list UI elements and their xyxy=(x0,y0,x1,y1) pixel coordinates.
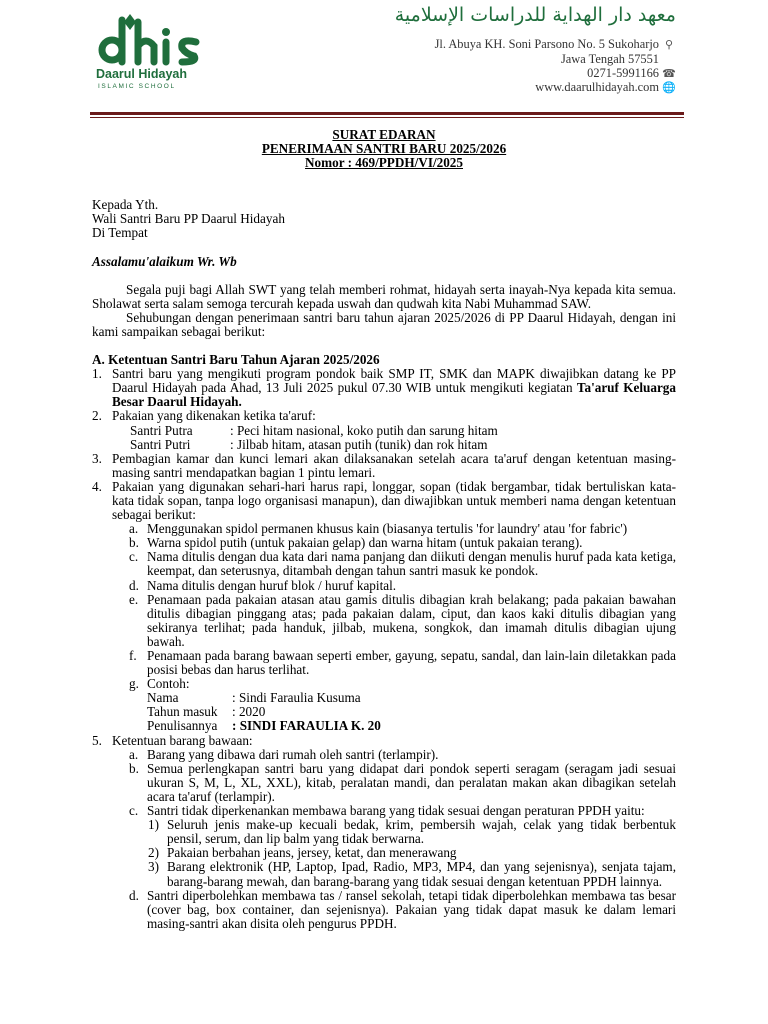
sub-sub-item-5c2: 2) Pakaian berbahan jeans, jersey, ketat, dan menerawang xyxy=(148,845,457,861)
school-logo xyxy=(96,12,206,100)
sub-item-4f: f. Penamaan pada barang bawaan seperti ember, gayung, sepatu, sandal, dan lain-lain diletakkan pada posisi bebas dan harus terlihat. xyxy=(129,648,676,678)
address-region: Jawa Tengah 57551 xyxy=(560,52,659,66)
sub-item-5d: d. Santri diperbolehkan membawa tas / ransel sekolah, tetapi tidak diperbolehkan membawa tas besar (cover bag, box container, dan sejenisnya). Pakaian yang tidak dapat masuk ke dalam lemari masing-santri akan disita oleh pengurus PPDH. xyxy=(129,887,676,931)
list-item-1: 1. Santri baru yang mengikuti program pondok baik SMP IT, SMK dan MAPK diwajibkan datang ke PP Daarul Hidayah pada Ahad, 13 Juli 2025 pukul 07.30 WIB untuk mengikuti kegiatan Ta'aruf Keluarga Besar Daarul Hidayah. xyxy=(92,366,676,410)
letter-body xyxy=(92,128,676,931)
address-line-1 xyxy=(356,37,676,52)
dress-putri: Santri Putri : Jilbab hitam, atasan putih (tunik) dan rok hitam xyxy=(130,436,488,452)
letter-number: Nomor : 469/PPDH/VI/2025 xyxy=(305,155,463,171)
list-item-1-text: Santri baru yang mengikuti program pondok baik SMP IT, SMK dan MAPK diwajibkan datang ke PP Daarul Hidayah pada Ahad, 13 Juli 2025 pukul 07.30 WIB untuk mengikuti kegiatan xyxy=(112,366,676,396)
phone-number: 0271-5991166 xyxy=(587,66,659,80)
dress-putra: Santri Putra : Peci hitam nasional, koko putih dan sarung hitam xyxy=(130,422,498,438)
sub-item-4e: e. Penamaan pada pakaian atasan atau gamis ditulis dibagian krah belakang; pada pakaian bawahan ditulis dibagian pinggang atas; pada pakaian dalam, ciput, dan kaos kaki ditulis dibagian yang sekiranya terlihat; pada handuk, jilbab, mukena, songkok, dan imamah ditulis dibagian ujung bawah. xyxy=(129,591,676,649)
phone-line xyxy=(356,66,676,81)
recipient-name: Wali Santri Baru PP Daarul Hidayah xyxy=(92,211,285,227)
logo-school-subtitle: ISLAMIC SCHOOL xyxy=(98,83,176,90)
sub-sub-item-5c1: 1) Seluruh jenis make-up kecuali bedak, krim, pembersih wajah, celak yang tidak berbentuk pensil, serum, dan lip balm yang tidak berwarna. xyxy=(148,817,676,847)
recipient-salutation: Kepada Yth. xyxy=(92,197,159,213)
list-item-3: 3. Pembagian kamar dan kunci lemari akan dilaksanakan setelah acara ta'aruf dengan ketentuan masing-masing santri mendapatkan bagian 1 pintu lemari. xyxy=(92,450,676,480)
intro-paragraph-1: Segala puji bagi Allah SWT yang telah memberi rohmat, hidayah serta inayah-Nya kepada kita semua. Sholawat serta salam semoga tercurah kepada uswah dan qudwah kita Nabi Muhammad SAW. xyxy=(92,281,676,311)
sub-item-4a: a. Menggunakan spidol permanen khusus kain (biasanya tertulis 'for laundry' atau 'for fabric') xyxy=(129,521,628,537)
list-item-5: 5. Ketentuan barang bawaan: xyxy=(92,732,253,748)
list-item-5-text: Ketentuan barang bawaan: xyxy=(112,732,253,748)
list-item-2-text: Pakaian yang dikenakan ketika ta'aruf: xyxy=(112,408,316,424)
intro-paragraph-2: Sehubungan dengan penerimaan santri baru tahun ajaran 2025/2026 di PP Daarul Hidayah, dengan ini kami sampaikan sebagai berikut: xyxy=(92,309,676,339)
example-year: Tahun masuk : 2020 xyxy=(147,704,266,720)
address-street: Jl. Abuya KH. Soni Parsono No. 5 Sukoharjo xyxy=(434,37,659,51)
list-item-2: 2. Pakaian yang dikenakan ketika ta'aruf: xyxy=(92,408,316,424)
globe-icon: 🌐 xyxy=(662,82,676,94)
list-item-4-text: Pakaian yang digunakan sehari-hari harus rapi, longgar, sopan (tidak bergambar, tidak bertuliskan kata-kata tidak sopan, tanpa logo organisasi manapun), dan diwajibkan untuk memberi nama dengan ketentuan sebagai berikut: xyxy=(112,478,676,523)
letterhead xyxy=(0,0,768,112)
sub-item-5c: c. Santri tidak diperkenankan membawa barang yang tidak sesuai dengan peraturan PPDH yaitu: xyxy=(129,803,645,819)
phone-icon: ☎ xyxy=(662,68,676,80)
header-divider-thick xyxy=(90,112,684,115)
list-item-4: 4. Pakaian yang digunakan sehari-hari harus rapi, longgar, sopan (tidak bergambar, tidak bertuliskan kata-kata tidak sopan, tanpa logo organisasi manapun), dan diwajibkan untuk memberi nama dengan ketentuan sebagai berikut: xyxy=(92,478,676,523)
section-a-title: A. Ketentuan Santri Baru Tahun Ajaran 2025/2026 xyxy=(92,352,380,368)
letter-subject: PENERIMAAN SANTRI BARU 2025/2026 xyxy=(261,141,507,157)
sub-item-4g: g. Contoh: xyxy=(129,676,190,692)
letter-title: SURAT EDARAN xyxy=(332,127,436,142)
sub-item-4d: d. Nama ditulis dengan huruf blok / huruf kapital. xyxy=(129,577,397,593)
greeting: Assalamu'alaikum Wr. Wb xyxy=(92,253,237,269)
example-name: Nama : Sindi Faraulia Kusuma xyxy=(147,690,361,706)
sub-item-5b: b. Semua perlengkapan santri baru yang didapat dari pondok seperti seragam (seragam jadi sesuai ukuran S, M, L, XL, XXL), kitab, peralatan mandi, dan peralatan makan akan dibagikan setelah acara ta'aruf (terlampir). xyxy=(129,760,676,804)
list-item-1-bold: Ta'aruf Keluarga Besar Daarul Hidayah. xyxy=(112,380,676,410)
arabic-school-name: معهد دار الهداية للدراسات الإسلامية xyxy=(394,4,676,26)
address-line-2 xyxy=(339,52,659,67)
sub-item-5a: a. Barang yang dibawa dari rumah oleh santri (terlampir). xyxy=(129,746,439,762)
sub-sub-item-5c3: 3) Barang elektronik (HP, Laptop, Ipad, Radio, MP3, MP4, dan yang sejenisnya), senjata tajam, barang-barang mewah, dan barang-barang yang tidak sesuai dengan ketentuan PPDH lainnya. xyxy=(148,859,676,889)
header-divider-thin xyxy=(90,117,684,118)
website-link[interactable]: www.daarulhidayah.com xyxy=(535,80,659,94)
sub-item-4b: b. Warna spidol putih (untuk pakaian gelap) dan warna hitam (untuk pakaian terang). xyxy=(129,535,583,551)
list-item-3-text: Pembagian kamar dan kunci lemari akan dilaksanakan setelah acara ta'aruf dengan ketentuan masing-masing santri mendapatkan bagian 1 pintu lemari. xyxy=(112,450,676,480)
location-icon: ⚲ xyxy=(664,39,674,51)
logo-mark xyxy=(96,12,206,68)
example-writing: Penulisannya : SINDI FARAULIA K. 20 xyxy=(147,718,381,734)
sub-item-4c: c. Nama ditulis dengan dua kata dari nama panjang dan diikuti dengan menulis huruf pada kata ketiga, keempat, dan seterusnya, ditambah dengan tahun santri masuk ke pondok. xyxy=(129,549,676,579)
website-line xyxy=(356,80,676,95)
recipient-place: Di Tempat xyxy=(92,225,148,241)
logo-school-name: Daarul Hidayah xyxy=(96,67,188,81)
